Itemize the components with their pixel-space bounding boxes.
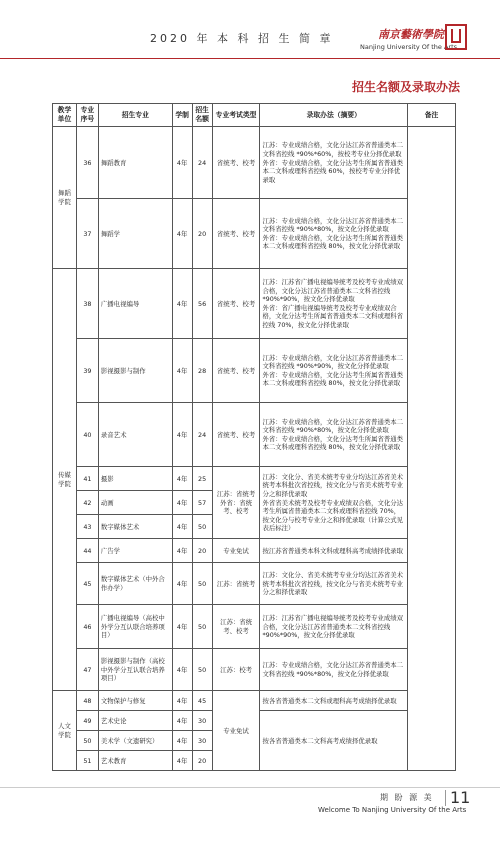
major-cell: 广播电视编导 — [98, 269, 172, 339]
exam-cell: 江苏：省统考 外省：省统考、校考 — [212, 467, 260, 539]
quota-cell: 20 — [192, 751, 212, 771]
brochure-title: 2020 年 本 科 招 生 简 章 — [150, 32, 334, 45]
years-cell: 4年 — [172, 403, 192, 467]
table-row — [53, 539, 456, 563]
exam-cell: 专业免试 — [212, 691, 260, 771]
method-cell: 江苏：江苏省广播电视编导统考及校考专业成绩双合格，文化分达江苏省普通类本二文科省控线 *90%*90%，按文化分择优录取 外省：省广播电视编导统考及校考专业成绩双合格，文化分达考生所属省普通类本二文科或理科省控线 70%，按文化分择优录取 — [260, 269, 408, 339]
years-cell: 4年 — [172, 649, 192, 691]
col-header: 招生名额 — [192, 104, 212, 127]
remark-cell — [408, 127, 456, 771]
exam-cell: 省统考、校考 — [212, 269, 260, 339]
table-row — [53, 467, 456, 491]
col-header: 备注 — [408, 104, 456, 127]
table-row — [53, 127, 456, 199]
major-cell: 影视摄影与制作（高校中外学分互认联合培养项目） — [98, 649, 172, 691]
major-cell: 舞蹈学 — [98, 199, 172, 269]
no-cell: 42 — [76, 491, 98, 515]
university-logo-en: Nanjing University Of the Arts — [360, 43, 458, 51]
quota-cell: 30 — [192, 731, 212, 751]
years-cell: 4年 — [172, 269, 192, 339]
years-cell: 4年 — [172, 539, 192, 563]
years-cell: 4年 — [172, 711, 192, 731]
quota-cell: 56 — [192, 269, 212, 339]
major-cell: 艺术教育 — [98, 751, 172, 771]
years-cell: 4年 — [172, 605, 192, 649]
exam-cell: 省统考、校考 — [212, 199, 260, 269]
table-row — [53, 605, 456, 649]
quota-cell: 50 — [192, 515, 212, 539]
quota-cell: 50 — [192, 563, 212, 605]
method-cell: 江苏：江苏省广播电视编导统考及校考专业成绩双合格，文化分达江苏省普通类本二文科省控线 *90%*90%，按文化分择优录取 — [260, 605, 408, 649]
major-cell: 广播电视编导（高校中外学分互认联合培养项目） — [98, 605, 172, 649]
unit-cell: 传媒学院 — [53, 269, 77, 691]
years-cell: 4年 — [172, 563, 192, 605]
quota-cell: 30 — [192, 711, 212, 731]
no-cell: 47 — [76, 649, 98, 691]
method-cell: 江苏：专业成绩合格，文化分达江苏省普通类本二文科省控线 *90%*90%，按文化分择优录取 外省：专业成绩合格，文化分达考生所属省普通类本二文科或理科省控线 80%，按文化分择优录取 — [260, 339, 408, 403]
section-title: 招生名额及录取办法 — [351, 80, 460, 94]
years-cell: 4年 — [172, 731, 192, 751]
major-cell: 录音艺术 — [98, 403, 172, 467]
quota-cell: 20 — [192, 199, 212, 269]
quota-cell: 25 — [192, 467, 212, 491]
table-row — [53, 403, 456, 467]
no-cell: 46 — [76, 605, 98, 649]
col-header: 学制 — [172, 104, 192, 127]
page-number: 11 — [450, 788, 471, 807]
method-cell: 江苏：专业成绩合格，文化分达江苏省普通类本二文科省控线 *90%*80%，按文化分择优录取 外省：专业成绩合格，文化分达考生所属省普通类本二文科或理科省控线 80%，按文化分择优录取 — [260, 199, 408, 269]
method-cell: 按江苏省普通类本科文科或理科高考成绩择优录取 — [260, 539, 408, 563]
exam-cell: 江苏：省统考 — [212, 563, 260, 605]
no-cell: 43 — [76, 515, 98, 539]
no-cell: 41 — [76, 467, 98, 491]
method-cell: 江苏：文化分、省美术统考专业分均达江苏省美术统考本科批次省控线，按文化分与省美术统考专业分之和择优录取 外省省美术统考及校考专业成绩双合格，文化分达考生所属省普通类本二文科或理科省控线 70%，按文化分与校考专业分之和择优录取（计算公式见表后标注） — [260, 467, 408, 539]
years-cell: 4年 — [172, 691, 192, 711]
table-row — [53, 269, 456, 339]
years-cell: 4年 — [172, 515, 192, 539]
major-cell: 数字媒体艺术 — [98, 515, 172, 539]
years-cell: 4年 — [172, 199, 192, 269]
no-cell: 50 — [76, 731, 98, 751]
no-cell: 48 — [76, 691, 98, 711]
major-cell: 广告学 — [98, 539, 172, 563]
university-logo-text: 南京藝術學院 — [378, 28, 444, 41]
col-header: 教学单位 — [53, 104, 77, 127]
method-cell: 江苏：专业成绩合格，文化分达江苏省普通类本二文科省控线 *90%*60%，按校考专业分择优录取 外省：专业成绩合格，文化分达考生所属省普通类本二文科或理科省控线 60%，按校考专业分择优录取 — [260, 127, 408, 199]
quota-cell: 50 — [192, 649, 212, 691]
quota-cell: 28 — [192, 339, 212, 403]
years-cell: 4年 — [172, 751, 192, 771]
footer-welcome: Welcome To Nanjing University Of the Arts — [318, 806, 467, 814]
method-cell: 按各省普通类本二文科或理科高考成绩择优录取 — [260, 691, 408, 711]
quota-cell: 45 — [192, 691, 212, 711]
quota-cell: 24 — [192, 127, 212, 199]
years-cell: 4年 — [172, 467, 192, 491]
years-cell: 4年 — [172, 339, 192, 403]
col-header: 专业序号 — [76, 104, 98, 127]
major-cell: 数字媒体艺术（中外合作办学） — [98, 563, 172, 605]
page-header — [0, 0, 500, 62]
unit-cell: 舞蹈学院 — [53, 127, 77, 269]
quota-cell: 20 — [192, 539, 212, 563]
col-header: 专业考试类型 — [212, 104, 260, 127]
major-cell: 动画 — [98, 491, 172, 515]
no-cell: 37 — [76, 199, 98, 269]
table-row — [53, 649, 456, 691]
col-header: 录取办法（摘要） — [260, 104, 408, 127]
major-cell: 美术学（文遗研究） — [98, 731, 172, 751]
method-cell: 按各省普通类本二文科高考成绩择优录取 — [260, 711, 408, 771]
table-row — [53, 563, 456, 605]
university-seal-icon — [445, 24, 467, 50]
major-cell: 艺术史论 — [98, 711, 172, 731]
method-cell: 江苏：文化分、省美术统考专业分均达江苏省美术统考本科批次省控线，按文化分与省美术统考专业分之和择优录取 — [260, 563, 408, 605]
major-cell: 摄影 — [98, 467, 172, 491]
header-divider — [0, 58, 500, 59]
table-row — [53, 691, 456, 711]
col-header: 招生专业 — [98, 104, 172, 127]
exam-cell: 江苏：校考 — [212, 649, 260, 691]
no-cell: 49 — [76, 711, 98, 731]
method-cell: 江苏：专业成绩合格，文化分达江苏省普通类本二文科省控线 *90%*80%，按文化分择优录取 外省：专业成绩合格，文化分达考生所属省普通类本二文科或理科省控线 80%，按文化分择优录取 — [260, 403, 408, 467]
exam-cell: 江苏：省统考、校考 — [212, 605, 260, 649]
major-cell: 文物保护与修复 — [98, 691, 172, 711]
no-cell: 45 — [76, 563, 98, 605]
unit-cell: 人文学院 — [53, 691, 77, 771]
quota-cell: 50 — [192, 605, 212, 649]
major-cell: 影视摄影与制作 — [98, 339, 172, 403]
page-number-divider — [445, 790, 446, 806]
no-cell: 38 — [76, 269, 98, 339]
no-cell: 36 — [76, 127, 98, 199]
exam-cell: 省统考、校考 — [212, 127, 260, 199]
footer-slogan: 期 盼 源 美 — [380, 793, 434, 802]
exam-cell: 省统考、校考 — [212, 403, 260, 467]
major-cell: 舞蹈教育 — [98, 127, 172, 199]
no-cell: 51 — [76, 751, 98, 771]
quota-cell: 57 — [192, 491, 212, 515]
no-cell: 39 — [76, 339, 98, 403]
table-row — [53, 199, 456, 269]
exam-cell: 专业免试 — [212, 539, 260, 563]
years-cell: 4年 — [172, 127, 192, 199]
enrollment-table — [52, 103, 456, 771]
footer-divider — [0, 787, 500, 788]
table-header-row — [53, 104, 456, 127]
no-cell: 40 — [76, 403, 98, 467]
method-cell: 江苏：专业成绩合格，文化分达江苏省普通类本二文科省控线 *90%*80%，按文化分择优录取 — [260, 649, 408, 691]
table-row — [53, 339, 456, 403]
years-cell: 4年 — [172, 491, 192, 515]
no-cell: 44 — [76, 539, 98, 563]
quota-cell: 24 — [192, 403, 212, 467]
exam-cell: 省统考、校考 — [212, 339, 260, 403]
